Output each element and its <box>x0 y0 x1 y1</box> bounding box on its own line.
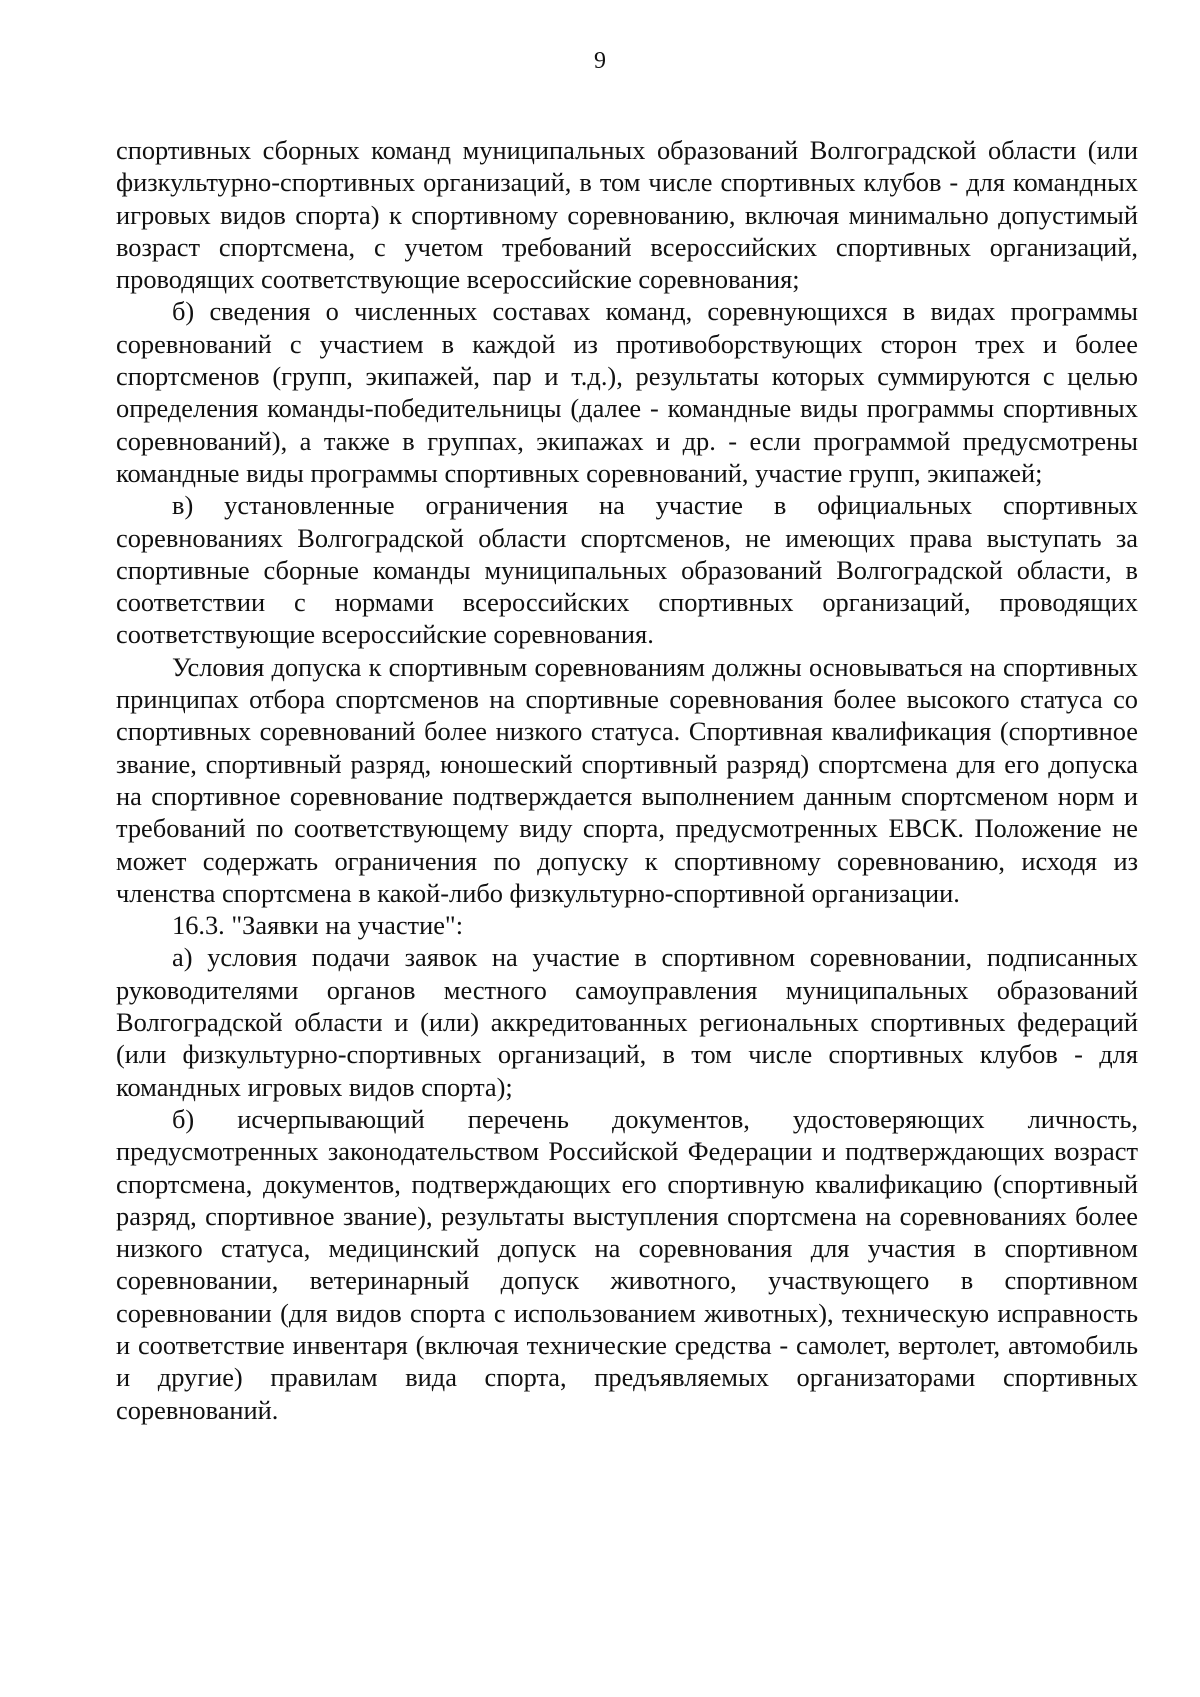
paragraph-applications-b: б) исчерпывающий перечень документов, удостоверяющих личность, предусмотренных законодательством Российской Федерации и подтверждающих возраст спортсмена, документов, подтверждающих его спортивную квалификацию (спортивный разряд, спортивное звание), результаты выступления спортсмена на соревнованиях более низкого статуса, медицинский допуск на соревнования для участия в спортивном соревновании, ветеринарный допуск животного, участвующего в спортивном соревновании (для видов спорта с использованием животных), техническую исправность и соответствие инвентаря (включая технические средства - самолет, вертолет, автомобиль и другие) правилам вида спорта, предъявляемых организаторами спортивных соревнований. <box>116 1103 1138 1425</box>
section-heading-16-3: 16.3. "Заявки на участие": <box>172 910 464 941</box>
paragraph-admission-conditions: Условия допуска к спортивным соревнованиям должны основываться на спортивных принципах отбора спортсменов на спортивные соревнования более высокого статуса со спортивных соревнований более низкого статуса. Спортивная квалификация (спортивное звание, спортивный разряд, юношеский спортивный разряд) спортсмена для его допуска на спортивное соревнование подтверждается выполнением данным спортсменом норм и требований по соответствующему виду спорта, предусмотренных ЕВСК. Положение не может содержать ограничения по допуску к спортивному соревнованию, исходя из членства спортсмена в какой-либо физкультурно-спортивной организации. <box>116 651 1138 908</box>
paragraph-item-v: в) установленные ограничения на участие в официальных спортивных соревнованиях Волгоградской области спортсменов, не имеющих права выступать за спортивные сборные команды муниципальных образований Волгоградской области, в соответствии с нормами всероссийских спортивных организаций, проводящих соответствующие всероссийские соревнования. <box>116 490 1138 650</box>
paragraph-item-b: б) сведения о численных составах команд, соревнующихся в видах программы соревнований с участием в каждой из противоборствующих сторон трех и более спортсменов (групп, экипажей, пар и т.д.), результаты которых суммируются с целью определения команды-победительницы (далее - командные виды программы спортивных соревнований), а также в группах, экипажах и др. - если программой предусмотрены командные виды программы спортивных соревнований, участие групп, экипажей; <box>116 296 1138 488</box>
paragraph-applications-a: а) условия подачи заявок на участие в спортивном соревновании, подписанных руководителями органов местного самоуправления муниципальных образований Волгоградской области и (или) аккредитованных региональных спортивных федераций (или физкультурно-спортивных организаций, в том числе спортивных клубов - для командных игровых видов спорта); <box>116 942 1138 1102</box>
page-number: 9 <box>594 48 606 74</box>
document-body <box>116 134 1138 1426</box>
paragraph-continuation: спортивных сборных команд муниципальных образований Волгоградской области (или физкультурно-спортивных организаций, в том числе спортивных клубов - для командных игровых видов спорта) к спортивному соревнованию, включая минимально допустимый возраст спортсмена, с учетом требований всероссийских спортивных организаций, проводящих соответствующие всероссийские соревнования; <box>116 135 1138 295</box>
